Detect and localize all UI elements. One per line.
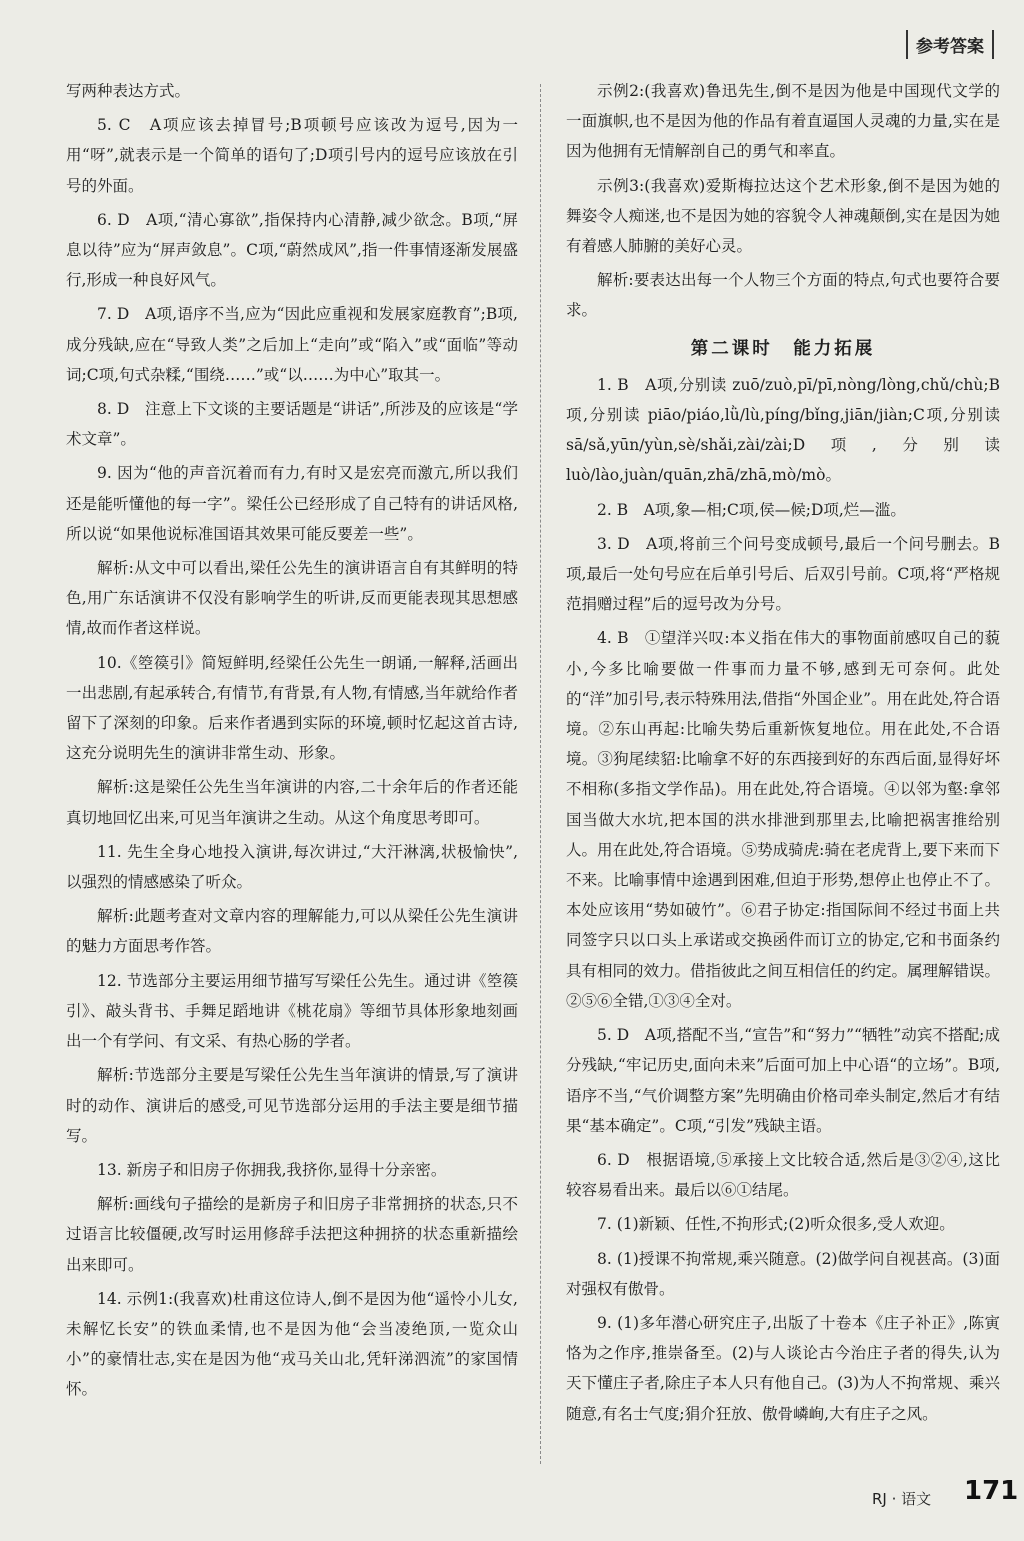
paragraph: 示例3:(我喜欢)爱斯梅拉达这个艺术形象,倒不是因为她的舞姿令人痴迷,也不是因为她的容貌令人神魂颠倒,实在是因为她有着感人肺腑的美好心灵。 <box>566 176 1000 256</box>
paragraph: 11. 先生全身心地投入演讲,每次讲过,“大汗淋漓,状极愉快”,以强烈的情感感染了听众。 <box>66 842 518 892</box>
column-divider <box>540 84 541 1464</box>
paragraph: 12. 节选部分主要运用细节描写写梁任公先生。通过讲《箜篌引》、敲头背书、手舞足蹈地讲《桃花扇》等细节具体形象地刻画出一个有学问、有文采、有热心肠的学者。 <box>66 971 518 1051</box>
paragraph: 解析:从文中可以看出,梁任公先生的演讲语言自有其鲜明的特色,用广东话演讲不仅没有影响学生的听讲,反而更能表现其思想感情,故而作者这样说。 <box>66 559 518 638</box>
paragraph: 6. D A项,“清心寡欲”,指保持内心清静,减少欲念。B项,“屏息以待”应为“屏声敛息”。C项,“蔚然成风”,指一件事情逐渐发展盛行,形成一种良好风气。 <box>66 210 518 290</box>
paragraph: 8. (1)授课不拘常规,乘兴随意。(2)做学问自视甚高。(3)面对强权有傲骨。 <box>566 1249 1000 1298</box>
paragraph: 1. B A项,分别读 zuō/zuò,pī/pī,nòng/lòng,chǔ/chù;B项,分别读 piāo/piáo,lǜ/lù,píng/bǐng,jiān/jiàn;C项,分别读 sā/sǎ,yūn/yùn,sè/shǎi,zài/zài;D项,分别读 luò/lào,juàn/quān,zhā/zhā,mò/mò。 <box>566 375 1000 485</box>
left-column <box>66 76 518 1409</box>
section-title: 第二课时 能力拓展 <box>690 338 876 359</box>
header-label: 参考答案 <box>906 30 994 59</box>
paragraph: 5. C A项应该去掉冒号;B项顿号应该改为逗号,因为一用“呀”,就表示是一个简单的语句了;D项引号内的逗号应该放在引号的外面。 <box>66 116 518 195</box>
paragraph: 2. B A项,象—相;C项,侯—候;D项,烂—滥。 <box>597 500 906 519</box>
paragraph: 5. D A项,搭配不当,“宣告”和“努力”“牺牲”动宾不搭配;成分残缺,“牢记历史,面向未来”后面可加上中心语“的立场”。B项,语序不当,“气价调整方案”先明确由价格司牵头制定,然后才有结果“基本确定”。C项,“引发”残缺主语。 <box>566 1026 1000 1135</box>
paragraph: 8. D 注意上下文谈的主要话题是“讲话”,所涉及的应该是“学术文章”。 <box>66 400 518 449</box>
paragraph: 9. (1)多年潜心研究庄子,出版了十卷本《庄子补正》,陈寅恪为之作序,推崇备至。(2)与人谈论古今治庄子者的得失,认为天下懂庄子者,除庄子本人只有他自己。(3)为人不拘常规、乘兴随意,有名士气度;狷介狂放、傲骨嶙峋,大有庄子之风。 <box>566 1313 1000 1423</box>
paragraph: 14. 示例1:(我喜欢)杜甫这位诗人,倒不是因为他“遥怜小儿女,未解忆长安”的铁血柔情,也不是因为他“会当凌绝顶,一览众山小”的豪情壮志,实在是因为他“戎马关山北,凭轩涕泗流”的家国情怀。 <box>66 1289 518 1399</box>
paragraph: 7. D A项,语序不当,应为“因此应重视和发展家庭教育”;B项,成分残缺,应在“导致人类”之后加上“走向”或“陷入”或“面临”等动词;C项,句式杂糅,“围绕……”或“以……为中心”取其一。 <box>66 305 518 384</box>
paragraph: 3. D A项,将前三个问号变成顿号,最后一个问号删去。B项,最后一处句号应在后单引号后、后双引号前。C项,将“严格规范捐赠过程”后的逗号改为分号。 <box>566 534 1000 614</box>
page-number: 171 <box>964 1476 1019 1506</box>
paragraph: 9. 因为“他的声音沉着而有力,有时又是宏亮而激亢,所以我们还是能听懂他的每一字”。梁任公已经形成了自己特有的讲话风格,所以说“如果他说标准国语其效果可能反要差一些”。 <box>66 464 518 543</box>
paragraph: 示例2:(我喜欢)鲁迅先生,倒不是因为他是中国现代文学的一面旗帜,也不是因为他的作品有着直逼国人灵魂的力量,实在是因为他拥有无情解剖自己的勇气和率直。 <box>566 82 1000 161</box>
footer-subject: RJ · 语文 <box>872 1490 932 1508</box>
paragraph: 7. (1)新颖、任性,不拘形式;(2)听众很多,受人欢迎。 <box>597 1215 955 1234</box>
paragraph: 10.《箜篌引》简短鲜明,经梁任公先生一朗诵,一解释,活画出一出悲剧,有起承转合,有情节,有背景,有人物,有情感,当年就给作者留下了深刻的印象。后来作者遇到实际的环境,顿时忆起这首古诗,这充分说明先生的演讲非常生动、形象。 <box>66 653 518 763</box>
paragraph: 解析:画线句子描绘的是新房子和旧房子非常拥挤的状态,只不过语言比较僵硬,改写时运用修辞手法把这种拥挤的状态重新描绘出来即可。 <box>66 1195 518 1274</box>
paragraph: 6. D 根据语境,⑤承接上文比较合适,然后是③②④,这比较容易看出来。最后以⑥①结尾。 <box>566 1150 1000 1200</box>
paragraph: 4. B ①望洋兴叹:本义指在伟大的事物面前感叹自己的藐小,今多比喻要做一件事而力量不够,感到无可奈何。此处的“洋”加引号,表示特殊用法,借指“外国企业”。用在此处,符合语境。②东山再起:比喻失势后重新恢复地位。用在此处,不合语境。③狗尾续貂:比喻拿不好的东西接到好的东西后面,显得好坏不相称(多指文学作品)。用在此处,符合语境。④以邻为壑:拿邻国当做大水坑,把本国的洪水排泄到那里去,比喻把祸害推给别人。用在此处,符合语境。⑤势成骑虎:骑在老虎背上,要下来而下不来。比喻事情中途遇到困难,但迫于形势,想停止也停止不了。本处应该用“势如破竹”。⑥君子协定:指国际间不经过书面上共同签字只以口头上承诺或交换函件而订立的协定,它和书面条约具有相同的效力。借指彼此之间互相信任的约定。属理解错误。②⑤⑥全错,①③④全对。 <box>566 629 1001 1010</box>
paragraph: 解析:节选部分主要是写梁任公先生当年演讲的情景,写了演讲时的动作、演讲后的感受,可见节选部分运用的手法主要是细节描写。 <box>66 1066 518 1145</box>
paragraph: 写两种表达方式。 <box>66 82 191 100</box>
paragraph: 13. 新房子和旧房子你拥我,我挤你,显得十分亲密。 <box>97 1160 447 1179</box>
right-column <box>566 76 1000 1433</box>
paragraph: 解析:要表达出每一个人物三个方面的特点,句式也要符合要求。 <box>566 271 1000 320</box>
paragraph: 解析:此题考查对文章内容的理解能力,可以从梁任公先生演讲的魅力方面思考作答。 <box>66 907 518 956</box>
paragraph: 解析:这是梁任公先生当年演讲的内容,二十余年后的作者还能真切地回忆出来,可见当年演讲之生动。从这个角度思考即可。 <box>66 778 518 827</box>
